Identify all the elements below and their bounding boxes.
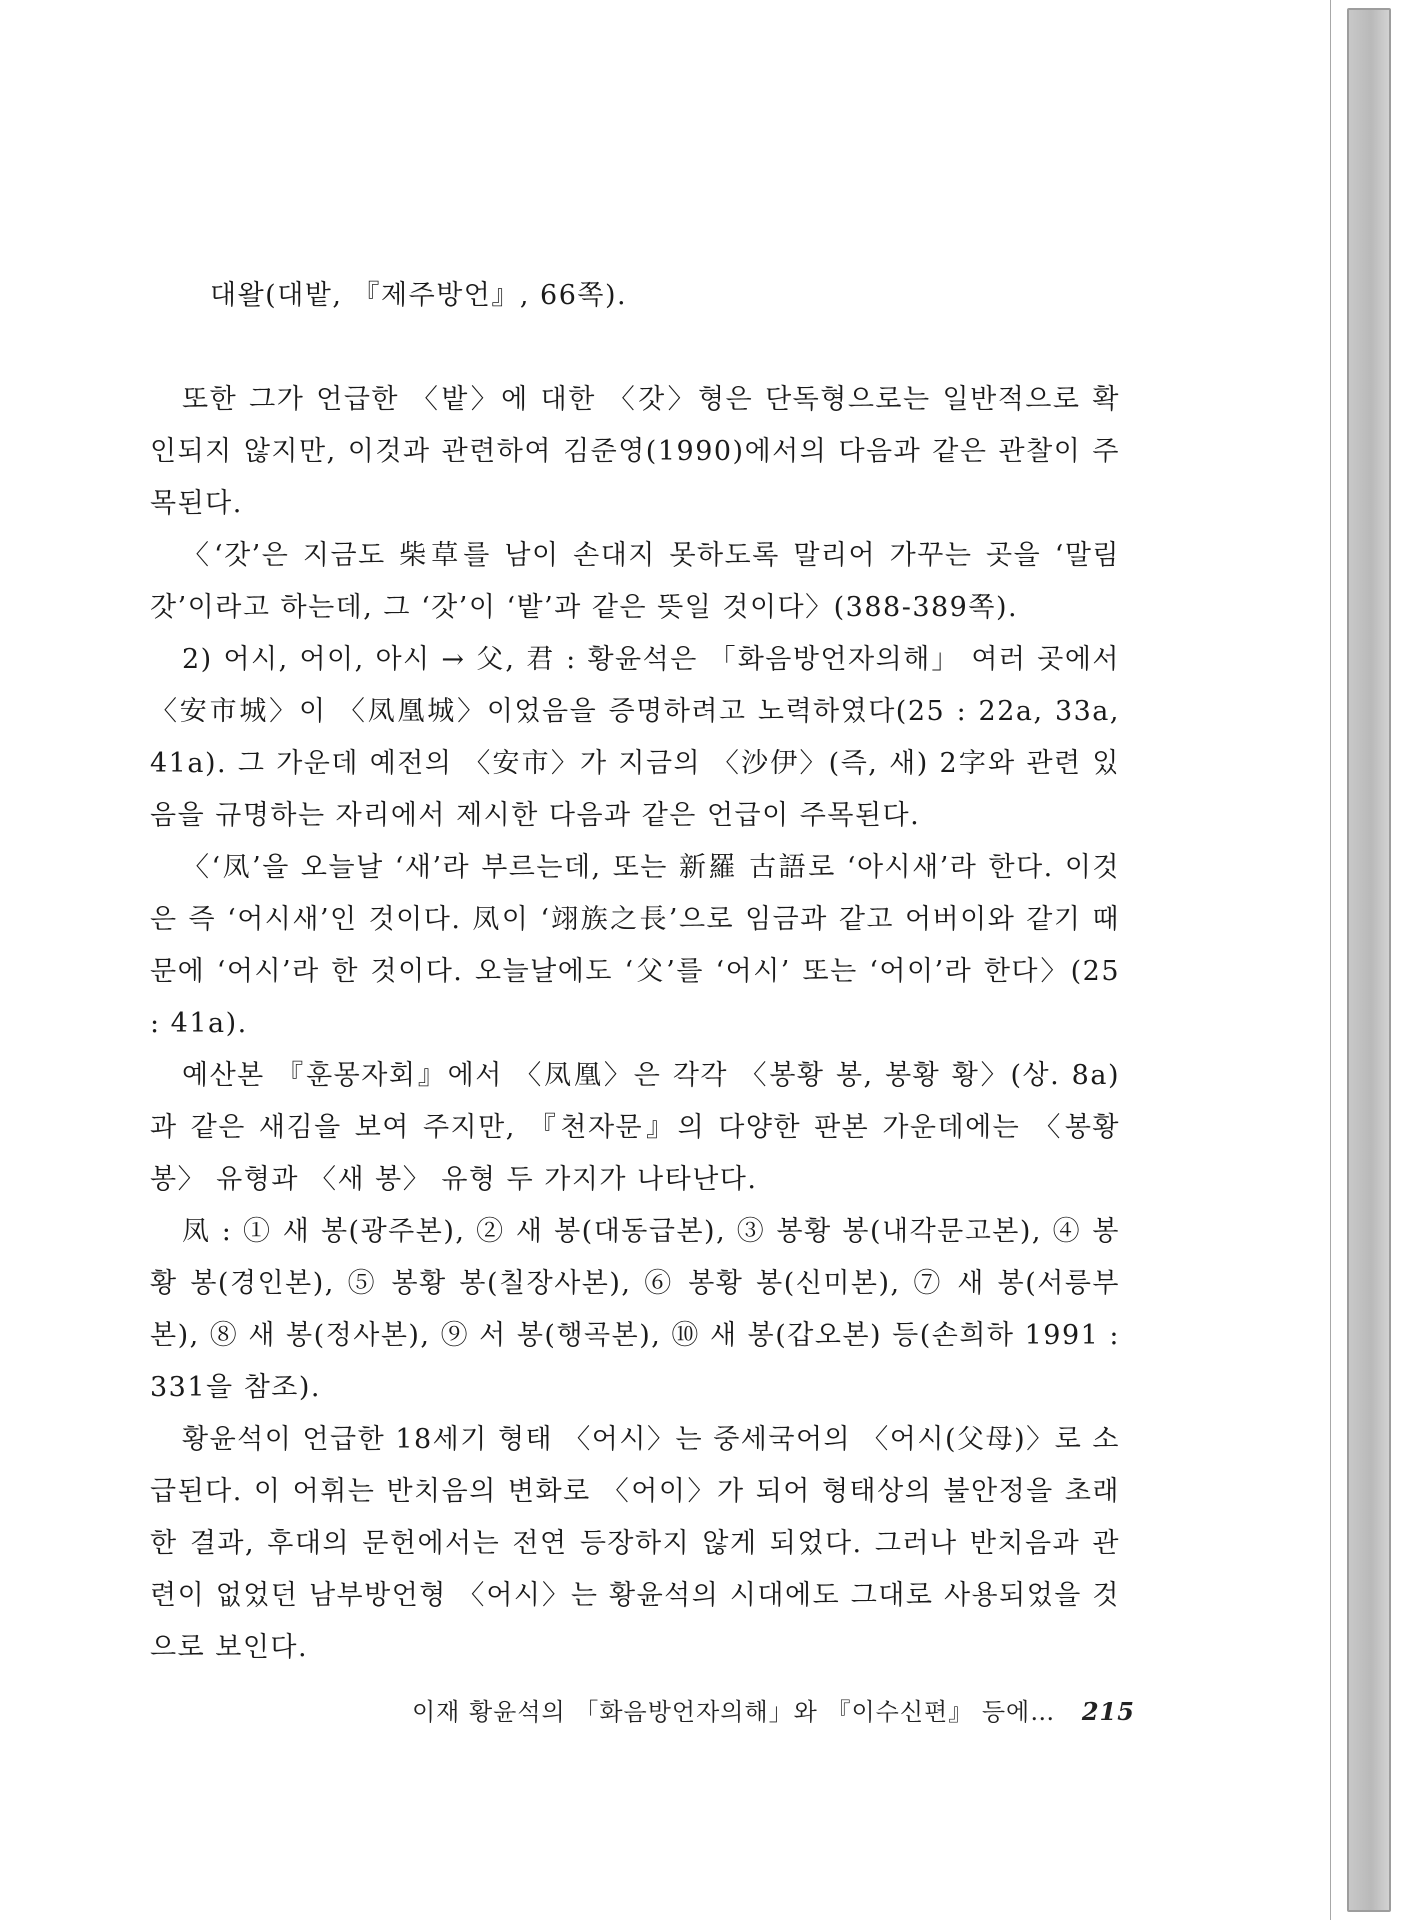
phoenix-glosses-list: 凤 : ① 새 봉(광주본), ② 새 봉(대동급본), ③ 봉황 봉(내각문고본), ④ 봉황 봉(경인본), ⑤ 봉황 봉(칠장사본), ⑥ 봉황 봉(신미본), ⑦ 새 봉(서릉부본), ⑧ 새 봉(정사본), ⑨ 서 봉(행곡본), ⑩ 새 봉(갑오본) 등(손희하 1991 : 331을 참조). [150, 1216, 1120, 1403]
section-2-intro: 2) 어시, 어이, 아시 → 父, 君 : 황윤석은 「화음방언자의해」 여러 곳에서 〈安市城〉이 〈凤凰城〉이었음을 증명하려고 노력하였다(25 : 22a, 33a, 41a). 그 가운데 예전의 〈安市〉가 지금의 〈沙伊〉(즉, 새) 2字와 관련 있음을 규명하는 자리에서 제시한 다음과 같은 언급이 주목된다. [150, 644, 1120, 831]
body-text [150, 270, 1120, 1674]
running-title: 이재 황윤석의 「화음방언자의해」와 『이수신편』 등에… [412, 1698, 1056, 1726]
paragraph-hunmong-jahoe: 예산본 『훈몽자회』에서 〈凤凰〉은 각각 〈봉황 봉, 봉황 황〉(상. 8a)과 같은 새김을 보여 주지만, 『천자문』의 다양한 판본 가운데에는 〈봉황 봉〉 유형과 〈새 봉〉 유형 두 가지가 나타난다. [150, 1060, 1120, 1195]
quote-phoenix: 〈‘凤’을 오늘날 ‘새’라 부르는데, 또는 新羅 古語로 ‘아시새’라 한다. 이것은 즉 ‘어시새’인 것이다. 凤이 ‘翊族之長’으로 임금과 같고 어버이와 같기 때문에 ‘어시’라 한 것이다. 오늘날에도 ‘父’를 ‘어시’ 또는 ‘어이’라 한다〉(25 : 41a). [150, 852, 1120, 1039]
running-footer [412, 1692, 1135, 1727]
paragraph-citation-continuation: 대왈(대밭, 『제주방언』, 66쪽). [210, 280, 628, 311]
paragraph-conclusion: 황윤석이 언급한 18세기 형태 〈어시〉는 중세국어의 〈어시(父母)〉로 소급된다. 이 어휘는 반치음의 변화로 〈어이〉가 되어 형태상의 불안정을 초래한 결과, 후대의 문헌에서는 전연 등장하지 않게 되었다. 그러나 반치음과 관련이 없었던 남부방언형 〈어시〉는 황윤석의 시대에도 그대로 사용되었을 것으로 보인다. [150, 1424, 1120, 1663]
paragraph-field-observation: 또한 그가 언급한 〈밭〉에 대한 〈갓〉형은 단독형으로는 일반적으로 확인되지 않지만, 이것과 관련하여 김준영(1990)에서의 다음과 같은 관찰이 주목된다. [150, 384, 1120, 519]
page-number: 215 [1081, 1697, 1135, 1726]
quote-galgat: 〈‘갓’은 지금도 柴草를 남이 손대지 못하도록 말리어 가꾸는 곳을 ‘말림갓’이라고 하는데, 그 ‘갓’이 ‘밭’과 같은 뜻일 것이다〉(388-389쪽). [150, 540, 1120, 623]
page-edge-shadow [1347, 8, 1391, 1912]
